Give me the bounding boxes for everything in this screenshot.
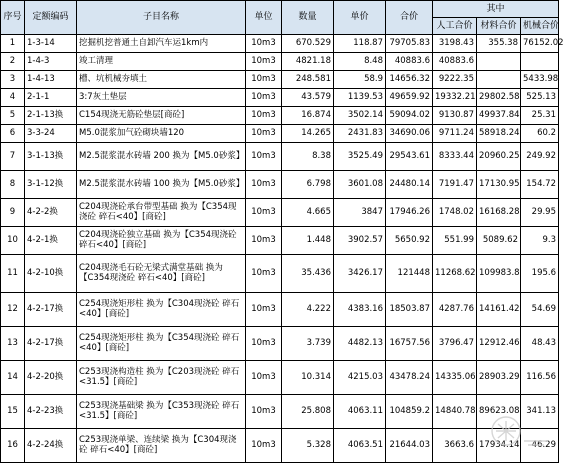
table-row [1,255,559,293]
row-machine: 25.31 [521,107,559,125]
row-code: 3-1-12换 [25,171,77,199]
row-labor: 3796.47 [433,327,477,361]
table-row [1,293,559,327]
table-row [1,361,559,395]
row-price: 4482.13 [334,327,386,361]
row-machine: 29.95 [521,199,559,227]
row-total: 49659.92 [386,89,433,107]
header-total: 合价 [386,1,433,35]
row-price: 58.9 [334,71,386,89]
table-row [1,199,559,227]
row-material: 20960.25 [477,143,521,171]
row-total: 43478.24 [386,361,433,395]
row-total: 104859.2 [386,395,433,429]
row-material: 17934.14 [477,429,521,463]
row-price: 4063.11 [334,395,386,429]
row-code: 4-2-20换 [25,361,77,395]
row-machine: 525.13 [521,89,559,107]
row-price: 3847 [334,199,386,227]
row-seq: 3 [1,71,25,89]
row-price: 3426.17 [334,255,386,293]
row-seq: 2 [1,53,25,71]
row-code: 3-1-13换 [25,143,77,171]
row-unit: 10m3 [246,199,282,227]
row-qty: 5.328 [282,429,334,463]
row-material: 16168.28 [477,199,521,227]
row-total: 18503.87 [386,293,433,327]
header-qty: 数量 [282,1,334,35]
row-machine: 341.13 [521,395,559,429]
row-seq: 11 [1,255,25,293]
row-qty: 8.38 [282,143,334,171]
table-row [1,71,559,89]
row-qty: 4821.18 [282,53,334,71]
row-code: 1-4-13 [25,71,77,89]
row-seq: 5 [1,107,25,125]
row-seq: 10 [1,227,25,255]
row-name: M5.0混浆加气砼砌块墙120 [77,125,246,143]
row-code: 4-2-23换 [25,395,77,429]
row-total: 14656.32 [386,71,433,89]
row-code: 3-3-24 [25,125,77,143]
row-labor: 40883.6 [433,53,477,71]
table-row [1,227,559,255]
row-qty: 670.529 [282,35,334,53]
row-name: 3:7灰土垫层 [77,89,246,107]
row-labor: 3663.6 [433,429,477,463]
header-material: 材料合价 [477,18,521,35]
table-row [1,429,559,463]
row-name: M2.5混浆混水砖墙 100 换为【M5.0砂浆】 [77,171,246,199]
row-name: C253现浇单梁、连续梁 换为【C304现浇砼 碎石<40】[商砼] [77,429,246,463]
row-seq: 9 [1,199,25,227]
row-code: 1-3-14 [25,35,77,53]
row-price: 3902.57 [334,227,386,255]
row-machine: 46.29 [521,429,559,463]
row-price: 8.48 [334,53,386,71]
row-unit: 10m3 [246,107,282,125]
row-code: 4-2-17换 [25,293,77,327]
table-row [1,107,559,125]
row-material: 109983.8 [477,255,521,293]
row-labor: 8333.44 [433,143,477,171]
row-qty: 4.222 [282,293,334,327]
row-labor: 19332.21 [433,89,477,107]
row-labor: 551.99 [433,227,477,255]
row-seq: 14 [1,361,25,395]
row-material: 5089.62 [477,227,521,255]
row-total: 121448 [386,255,433,293]
row-material: 49937.84 [477,107,521,125]
row-labor: 7191.47 [433,171,477,199]
row-machine: 249.92 [521,143,559,171]
row-unit: 10m3 [246,143,282,171]
row-seq: 12 [1,293,25,327]
row-qty: 16.874 [282,107,334,125]
row-labor: 4287.76 [433,293,477,327]
row-price: 4215.03 [334,361,386,395]
row-material: 12912.46 [477,327,521,361]
row-name: C204现浇砼独立基础 换为【C354现浇砼 碎石<40】[商砼] [77,227,246,255]
row-total: 29543.61 [386,143,433,171]
row-price: 3601.08 [334,171,386,199]
row-unit: 10m3 [246,327,282,361]
row-total: 59094.02 [386,107,433,125]
row-labor: 9711.24 [433,125,477,143]
row-qty: 35.436 [282,255,334,293]
row-seq: 15 [1,395,25,429]
row-price: 1139.53 [334,89,386,107]
row-total: 17946.26 [386,199,433,227]
row-labor: 1748.02 [433,199,477,227]
row-name: C204现浇砼承台带型基础 换为【C354现浇砼 碎石<40】[商砼] [77,199,246,227]
row-labor: 3198.43 [433,35,477,53]
row-unit: 10m3 [246,293,282,327]
header-unit: 单位 [246,1,282,35]
row-unit: 10m3 [246,35,282,53]
row-total: 21644.03 [386,429,433,463]
row-total: 79705.83 [386,35,433,53]
row-qty: 1.448 [282,227,334,255]
header-seq: 序号 [1,1,25,35]
row-code: 2-1-1 [25,89,77,107]
row-qty: 6.798 [282,171,334,199]
row-machine: 154.72 [521,171,559,199]
row-unit: 10m3 [246,171,282,199]
row-name: C254现浇矩形柱 换为【C304现浇砼 碎石<40】[商砼] [77,293,246,327]
row-total: 5650.92 [386,227,433,255]
row-price: 4383.16 [334,293,386,327]
header-name: 子目名称 [77,1,246,35]
row-material: 58918.24 [477,125,521,143]
row-material: 355.38 [477,35,521,53]
row-name: 槽、坑机械夯填土 [77,71,246,89]
header-price: 单价 [334,1,386,35]
row-material: 29802.58 [477,89,521,107]
header-code: 定额编码 [25,1,77,35]
row-unit: 10m3 [246,71,282,89]
row-qty: 3.739 [282,327,334,361]
row-code: 4-2-10换 [25,255,77,293]
row-qty: 14.265 [282,125,334,143]
row-unit: 10m3 [246,125,282,143]
row-material [477,71,521,89]
row-name: C254现浇矩形柱 换为【C354现浇砼 碎石<40】[商砼] [77,327,246,361]
row-material: 14161.42 [477,293,521,327]
row-seq: 7 [1,143,25,171]
table-body [1,35,564,463]
row-machine: 116.56 [521,361,559,395]
row-price: 4063.51 [334,429,386,463]
row-seq: 13 [1,327,25,361]
row-price: 3525.49 [334,143,386,171]
row-seq: 16 [1,429,25,463]
row-machine [521,53,559,71]
row-material: 28903.29 [477,361,521,395]
row-seq: 1 [1,35,25,53]
row-labor: 11268.62 [433,255,477,293]
row-material [477,53,521,71]
row-unit: 10m3 [246,53,282,71]
row-material: 17130.95 [477,171,521,199]
row-labor: 9130.87 [433,107,477,125]
row-unit: 10m3 [246,429,282,463]
table-row [1,89,559,107]
row-name: C204现浇毛石砼无梁式满堂基础 换为【C354现浇砼 碎石<40】[商砼] [77,255,246,293]
row-machine: 9.3 [521,227,559,255]
row-code: 4-2-24换 [25,429,77,463]
row-name: C253现浇构造柱 换为【C203现浇砼 碎石<31.5】[商砼] [77,361,246,395]
row-unit: 10m3 [246,361,282,395]
row-machine: 54.69 [521,293,559,327]
row-unit: 10m3 [246,227,282,255]
table-row [1,35,559,53]
row-name: C253现浇基础梁 换为【C353现浇砼 碎石<31.5】[商砼] [77,395,246,429]
row-name: 竣工清理 [77,53,246,71]
table-row [1,395,559,429]
row-unit: 10m3 [246,395,282,429]
table-row [1,171,559,199]
row-unit: 10m3 [246,255,282,293]
row-seq: 4 [1,89,25,107]
row-name: C154现浇无筋砼垫层[商砼] [77,107,246,125]
row-price: 3502.14 [334,107,386,125]
row-labor: 9222.35 [433,71,477,89]
row-material: 89623.08 [477,395,521,429]
row-qty: 43.579 [282,89,334,107]
row-labor: 14840.78 [433,395,477,429]
row-machine: 5433.98 [521,71,559,89]
row-seq: 6 [1,125,25,143]
row-machine: 48.43 [521,327,559,361]
row-seq: 8 [1,171,25,199]
header-labor: 人工合价 [433,18,477,35]
row-machine: 76152.02 [521,35,559,53]
row-total: 34690.06 [386,125,433,143]
table-row [1,125,559,143]
row-total: 40883.6 [386,53,433,71]
row-name: M2.5混浆混水砖墙 200 换为【M5.0砂浆】 [77,143,246,171]
row-total: 24480.14 [386,171,433,199]
row-qty: 10.314 [282,361,334,395]
row-qty: 248.581 [282,71,334,89]
table-row [1,327,559,361]
row-unit: 10m3 [246,89,282,107]
row-total: 16757.56 [386,327,433,361]
table-row [1,53,559,71]
header-machine: 机械合价 [521,18,559,35]
row-qty: 25.808 [282,395,334,429]
row-qty: 4.665 [282,199,334,227]
row-code: 4-2-17换 [25,327,77,361]
row-code: 1-4-3 [25,53,77,71]
row-code: 4-2-1换 [25,227,77,255]
row-price: 2431.83 [334,125,386,143]
row-code: 4-2-2换 [25,199,77,227]
row-machine: 195.6 [521,255,559,293]
row-name: 挖掘机挖普通土自卸汽车运1km内 [77,35,246,53]
row-labor: 14335.06 [433,361,477,395]
row-code: 2-1-13换 [25,107,77,125]
header-of-which: 其中 [433,1,559,18]
table-row [1,143,559,171]
watermark-logo-icon [478,407,552,459]
row-machine: 60.2 [521,125,559,143]
row-price: 118.87 [334,35,386,53]
